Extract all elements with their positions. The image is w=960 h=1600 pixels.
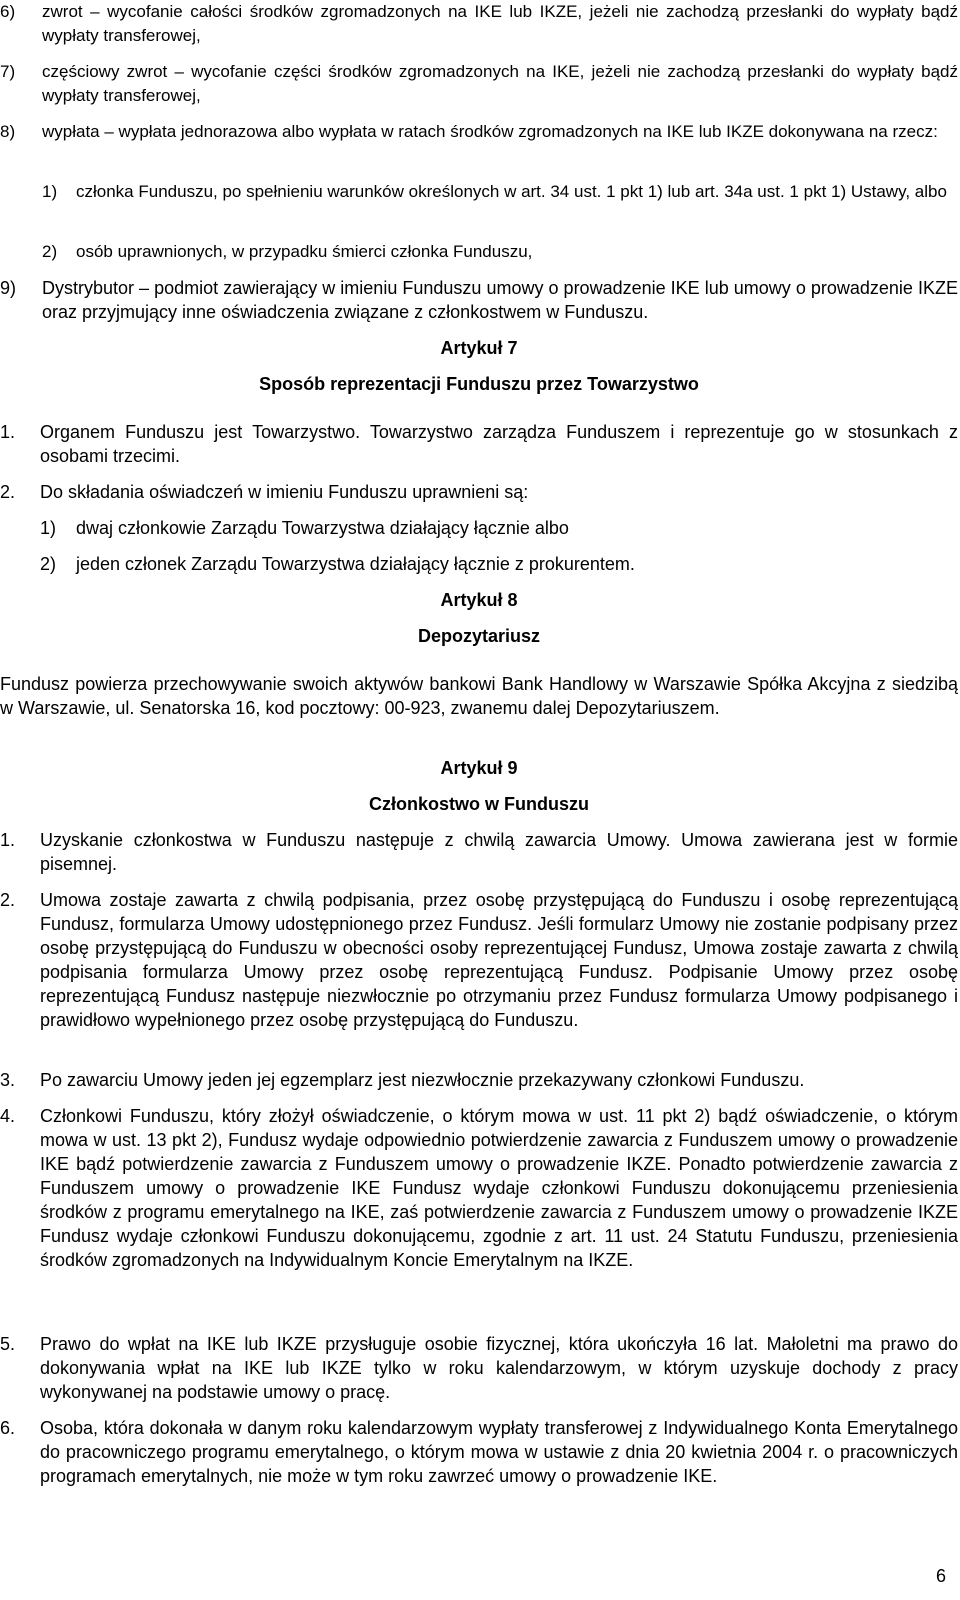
article-9-subtitle: Członkostwo w Funduszu	[369, 794, 589, 814]
article-8-text: Fundusz powierza przechowywanie swoich aktywów bankowi Bank Handlowy w Warszawie Spółka Akcyjna z siedzibą w Warszawie, ul. Senatorska 16, kod pocztowy: 00-923, zwanemu dalej Depozytariuszem.	[0, 674, 958, 718]
article-7-subtitle: Sposób reprezentacji Funduszu przez Towarzystwo	[259, 374, 699, 394]
paragraph-number: 6.	[0, 1418, 16, 1438]
article-9-title: Artykuł 9	[440, 758, 518, 778]
article-8-title: Artykuł 8	[440, 590, 518, 610]
item-text: Dystrybutor – podmiot zawierający w imieniu Funduszu umowy o prowadzenie IKE lub umowy o prowadzenie IKZE oraz przyjmujący inne oświadczenia związane z członkostwem w Funduszu.	[42, 278, 958, 322]
definition-subitem-8-1	[42, 180, 958, 204]
definition-item-6	[0, 0, 958, 48]
item-number: 6)	[0, 2, 16, 21]
definition-item-8	[0, 120, 958, 144]
paragraph-text: Członkowi Funduszu, który złożył oświadczenie, o którym mowa w ust. 11 pkt 2) bądź oświadczenie, o którym mowa w ust. 13 pkt 2), Fundusz wydaje odpowiednio potwierdzenie zawarcia z Funduszem umowy o prowadzenie IKE bądź potwierdzenie zawarcia z Funduszem umowy o prowadzenie IKZE. Ponadto potwierdzenie zawarcia z Funduszem umowy o prowadzenie IKE Fundusz wydaje członkowi Funduszu dokonującemu przeniesienia środków z programu emerytalnego na IKE, zaś potwierdzenie zawarcia z Funduszem umowy o prowadzenie IKZE Fundusz wydaje członkowi Funduszu dokonującemu, zgodnie z art. 11 ust. 24 Statutu Funduszu, przeniesienia środków zgromadzonych na Indywidualnym Koncie Emerytalnym na IKZE.	[40, 1106, 958, 1270]
subpoint-text: jeden członek Zarządu Towarzystwa działający łącznie z prokurentem.	[76, 554, 635, 574]
item-number: 8)	[0, 122, 16, 141]
subpoint-number: 2)	[40, 554, 57, 574]
definition-item-9	[0, 276, 958, 324]
subpoint-number: 1)	[40, 518, 57, 538]
definition-item-7	[0, 60, 958, 108]
page-number: 6	[935, 1566, 946, 1586]
paragraph-text: Umowa zostaje zawarta z chwilą podpisania, przez osobę przystępującą do Funduszu i osobę reprezentującą Fundusz, formularza Umowy udostępnionego przez Fundusz. Jeśli formularz Umowy nie zostanie podpisany przez osobę przystępującą do Funduszu w obecności osoby reprezentującej Fundusz, Umowa zostaje zawarta z chwilą podpisania formularza Umowy przez osobę reprezentującą Fundusz. Podpisanie Umowy przez osobę reprezentującą Fundusz następuje niezwłocznie po otrzymaniu przez Fundusz formularza Umowy podpisanego i prawidłowo wypełnionego przez osobę przystępującą do Funduszu.	[40, 890, 958, 1030]
paragraph-number: 1.	[0, 422, 16, 442]
item-text: wypłata – wypłata jednorazowa albo wypłata w ratach środków zgromadzonych na IKE lub IKZE dokonywana na rzecz:	[42, 122, 938, 141]
article-7-subpoint-2	[40, 552, 958, 576]
subitem-text: członka Funduszu, po spełnieniu warunków określonych w art. 34 ust. 1 pkt 1) lub art. 34a ust. 1 pkt 1) Ustawy, albo	[76, 182, 947, 201]
subpoint-text: dwaj członkowie Zarządu Towarzystwa działający łącznie albo	[76, 518, 569, 538]
paragraph-number: 2.	[0, 890, 16, 910]
item-text: zwrot – wycofanie całości środków zgromadzonych na IKE lub IKZE, jeżeli nie zachodzą przesłanki do wypłaty bądź wypłaty transferowej,	[42, 2, 958, 45]
article-7-paragraph-2	[0, 480, 958, 504]
paragraph-number: 1.	[0, 830, 16, 850]
paragraph-number: 4.	[0, 1106, 16, 1126]
article-7-title: Artykuł 7	[440, 338, 518, 358]
article-7-subpoint-1	[40, 516, 958, 540]
item-text: częściowy zwrot – wycofanie części środków zgromadzonych na IKE, jeżeli nie zachodzą przesłanki do wypłaty bądź wypłaty transferowej,	[42, 62, 958, 105]
paragraph-text: Uzyskanie członkostwa w Funduszu następuje z chwilą zawarcia Umowy. Umowa zawierana jest w formie pisemnej.	[40, 830, 958, 874]
definition-subitem-8-2	[42, 240, 958, 264]
article-9-paragraph-2	[0, 888, 958, 1032]
paragraph-number: 5.	[0, 1334, 16, 1354]
paragraph-number: 2.	[0, 482, 16, 502]
paragraph-number: 3.	[0, 1070, 16, 1090]
subitem-number: 2)	[42, 242, 58, 261]
article-9-paragraph-1	[0, 828, 958, 876]
article-8-subtitle: Depozytariusz	[417, 626, 541, 646]
paragraph-text: Organem Funduszu jest Towarzystwo. Towarzystwo zarządza Funduszem i reprezentuje go w stosunkach z osobami trzecimi.	[40, 422, 958, 466]
paragraph-text: Do składania oświadczeń w imieniu Funduszu uprawnieni są:	[40, 482, 529, 502]
paragraph-text: Prawo do wpłat na IKE lub IKZE przysługuje osobie fizycznej, która ukończyła 16 lat. Małoletni ma prawo do dokonywania wpłat na IKE lub IKZE tylko w roku kalendarzowym, w którym uzyskuje dochody z pracy wykonywanej na podstawie umowy o pracę.	[40, 1334, 958, 1402]
article-7-paragraph-1	[0, 420, 958, 468]
paragraph-text: Osoba, która dokonała w danym roku kalendarzowym wypłaty transferowej z Indywidualnego Konta Emerytalnego do pracowniczego programu emerytalnego, o którym mowa w ustawie z dnia 20 kwietnia 2004 r. o pracowniczych programach emerytalnych, nie może w tym roku zawrzeć umowy o prowadzenie IKE.	[40, 1418, 958, 1486]
subitem-number: 1)	[42, 182, 58, 201]
article-9-paragraph-5	[0, 1332, 958, 1404]
subitem-text: osób uprawnionych, w przypadku śmierci członka Funduszu,	[76, 242, 533, 261]
item-number: 7)	[0, 62, 16, 81]
paragraph-text: Po zawarciu Umowy jeden jej egzemplarz jest niezwłocznie przekazywany członkowi Funduszu.	[40, 1070, 805, 1090]
article-9-paragraph-3	[0, 1068, 958, 1092]
article-9-paragraph-4	[0, 1104, 958, 1272]
item-number: 9)	[0, 278, 17, 298]
article-9-paragraph-6	[0, 1416, 958, 1488]
